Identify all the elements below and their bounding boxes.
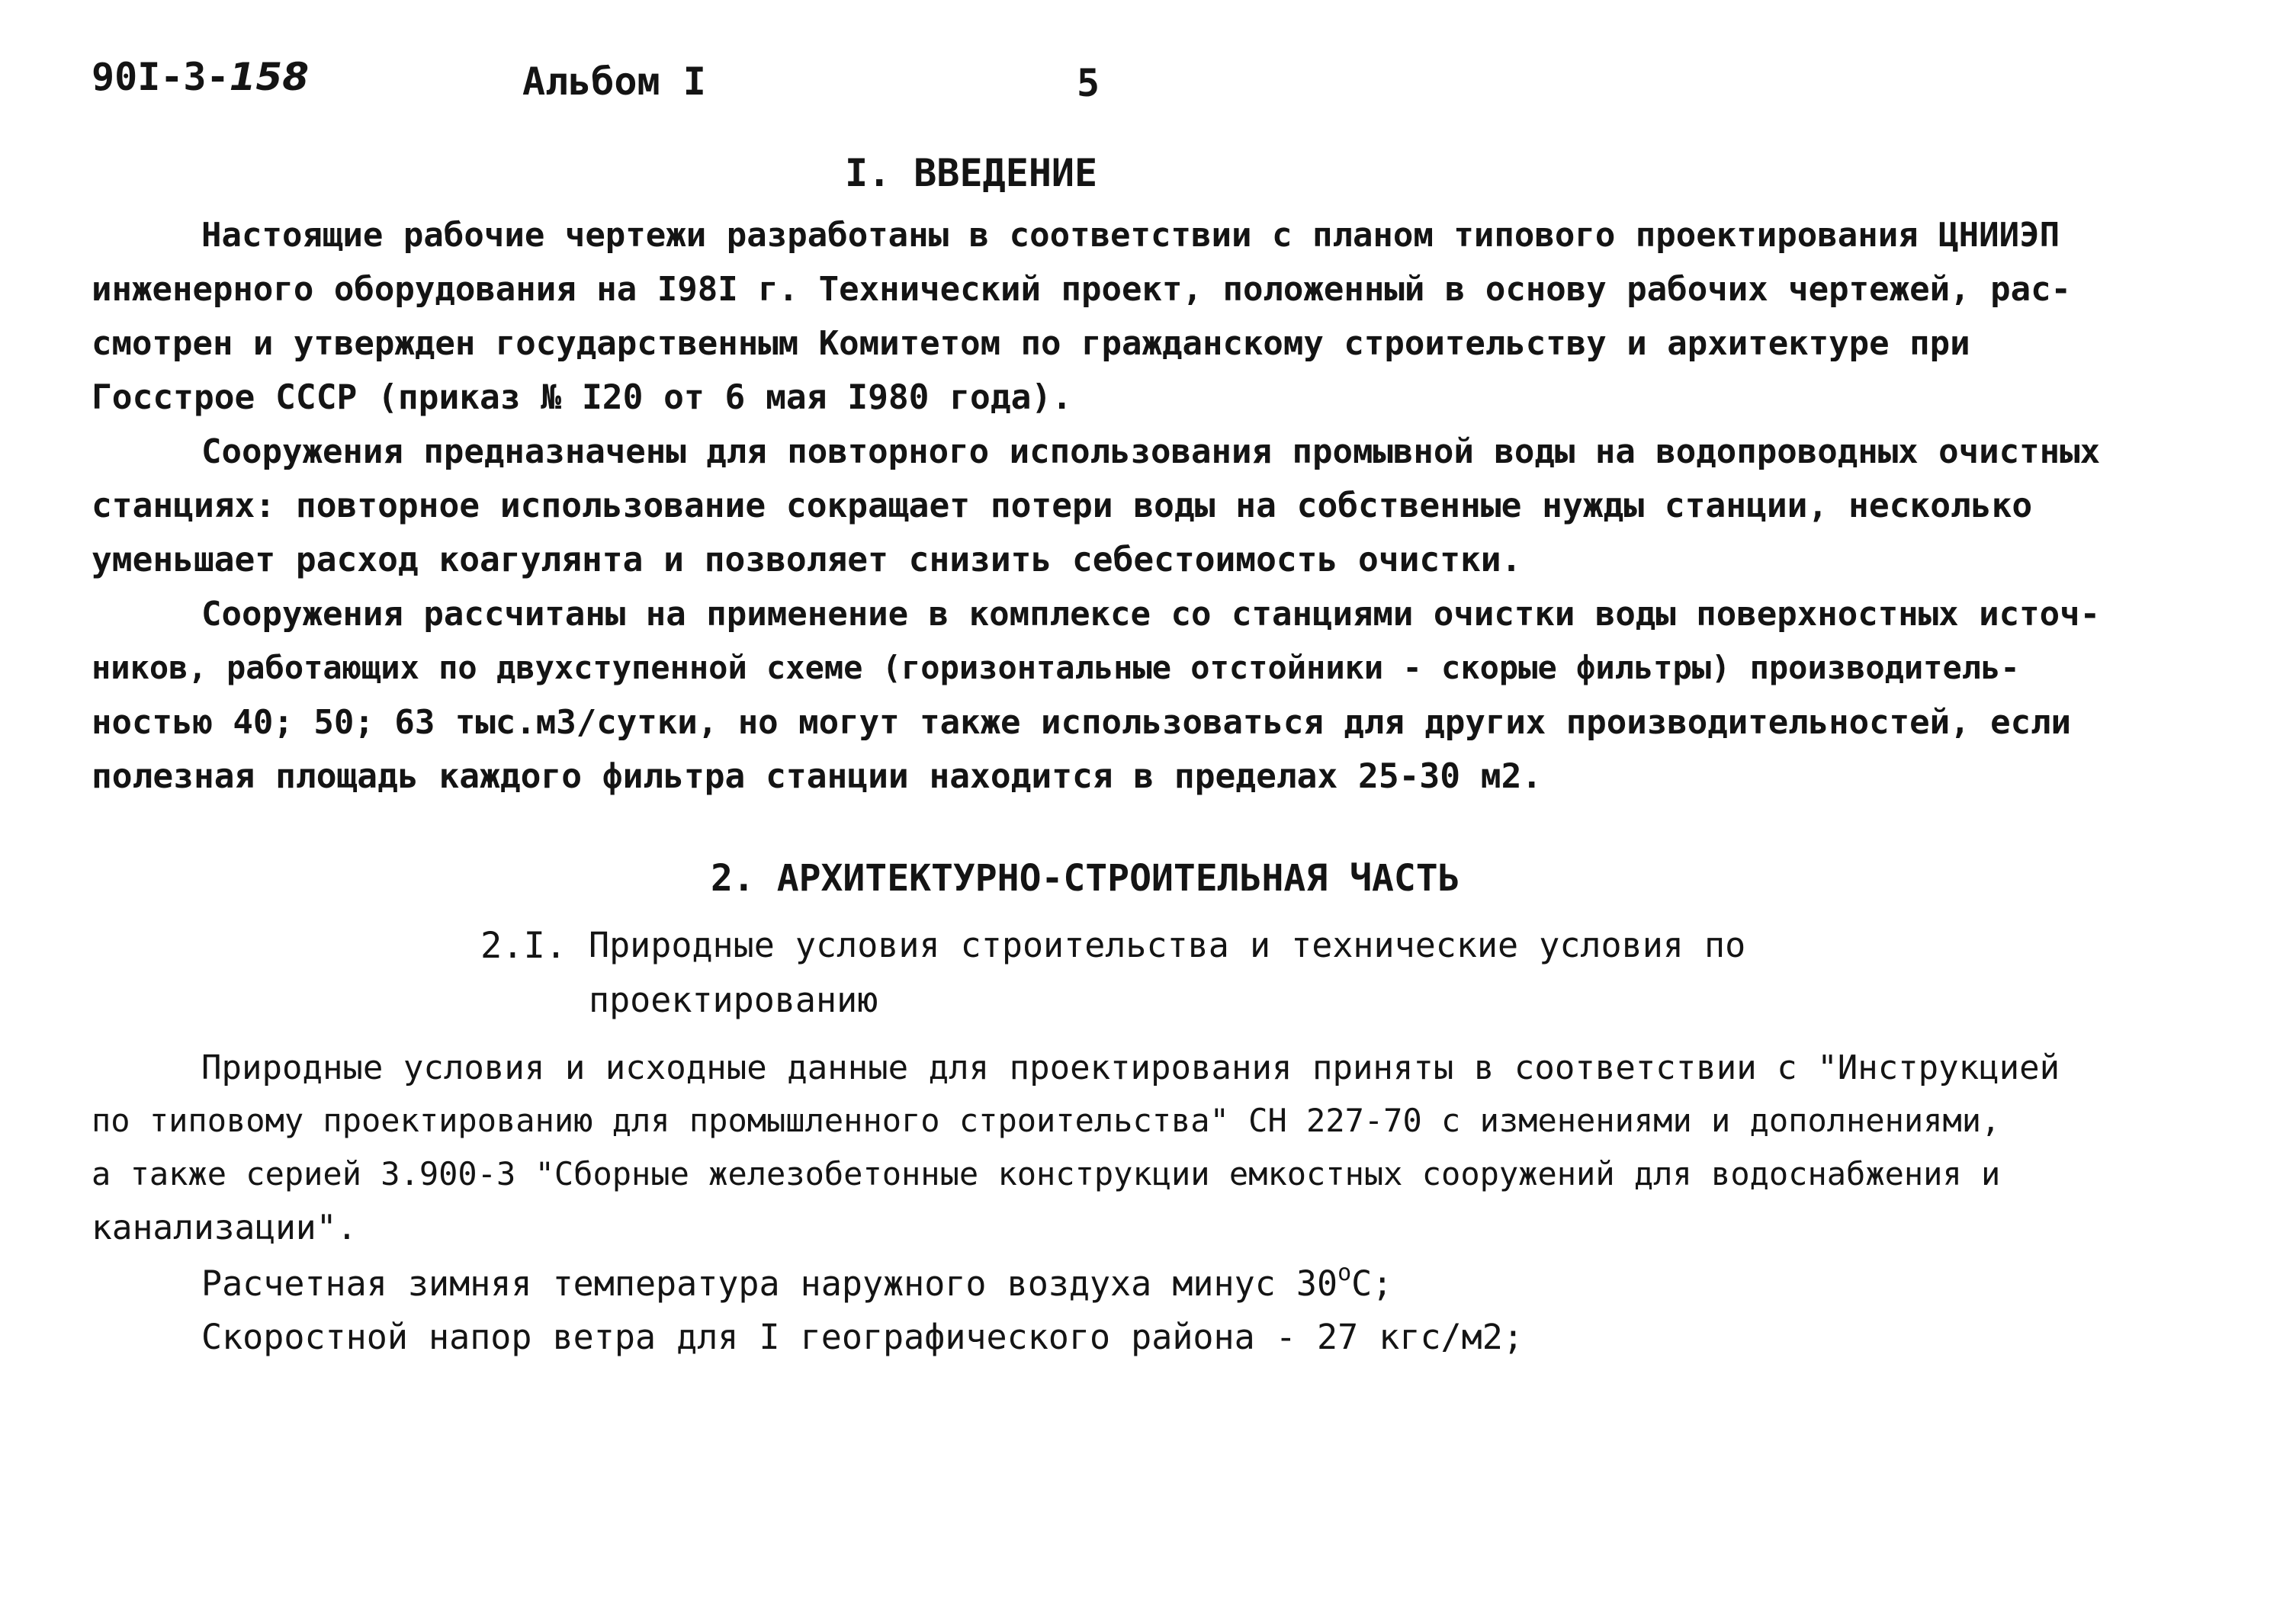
paragraph-line: смотрен и утвержден государственным Комитетом по гражданскому строительству и архитектуре при: [92, 324, 1970, 363]
album-label: Альбом I: [522, 59, 706, 104]
paragraph-line: а также серией 3.900-3 "Сборные железобетонные конструкции емкостных сооружений для водоснабжения и: [92, 1155, 2001, 1192]
section-title-introduction: I. ВВЕДЕНИЕ: [845, 151, 1098, 195]
paragraph-line: Сооружения рассчитаны на применение в комплексе со станциями очистки воды поверхностных источ-: [201, 595, 2101, 634]
subsection-number: 2.I.: [480, 925, 567, 967]
winter-temperature-text: Расчетная зимняя температура наружного воздуха минус 30: [201, 1263, 1338, 1304]
paragraph-line: полезная площадь каждого фильтра станции находится в пределах 25-30 м2.: [92, 757, 1543, 796]
document-code-handwritten: 158: [229, 55, 309, 99]
subsection-title: Природные условия строительства и технические условия по: [589, 925, 1746, 965]
paragraph-line: по типовому проектированию для промышленного строительства" СН 227-70 с изменениями и дополнениями,: [92, 1102, 2001, 1139]
document-code-prefix: 90I-3-: [92, 55, 230, 99]
wind-pressure-line: Скоростной напор ветра для I географического района - 27 кгс/м2;: [201, 1317, 1524, 1357]
paragraph-line: Настоящие рабочие чертежи разработаны в соответствии с планом типового проектирования ЦНИИЭП: [201, 216, 2060, 255]
degree-sign: о: [1337, 1260, 1352, 1286]
paragraph-line: Сооружения предназначены для повторного использования промывной воды на водопроводных очистных: [201, 432, 2101, 471]
page-number: 5: [1077, 61, 1100, 105]
paragraph-line: Природные условия и исходные данные для проектирования приняты в соответствии с "Инструкцией: [201, 1048, 2060, 1087]
section-title-architecture: 2. АРХИТЕКТУРНО-СТРОИТЕЛЬНАЯ ЧАСТЬ: [711, 857, 1460, 900]
paragraph-line: ников, работающих по двухступенной схеме (горизонтальные отстойники - скорые фильтры) производитель-: [92, 649, 2020, 686]
subsection-title-continued: проектированию: [589, 980, 878, 1020]
paragraph-line: канализации".: [92, 1209, 358, 1247]
paragraph-line: Госстрое СССР (приказ № I20 от 6 мая I980 года).: [92, 378, 1072, 417]
winter-temperature-line: [201, 1260, 1393, 1304]
paragraph-line: инженерного оборудования на I98I г. Технический проект, положенный в основу рабочих чертежей, рас-: [92, 270, 2072, 309]
paragraph-line: станциях: повторное использование сокращает потери воды на собственные нужды станции, несколько: [92, 486, 2033, 525]
paragraph-line: ностью 40; 50; 63 тыс.м3/сутки, но могут также использоваться для других производительностей, если: [92, 703, 2072, 742]
paragraph-line: уменьшает расход коагулянта и позволяет снизить себестоимость очистки.: [92, 541, 1522, 579]
document-code: [92, 55, 309, 99]
temperature-unit: С;: [1351, 1263, 1393, 1304]
